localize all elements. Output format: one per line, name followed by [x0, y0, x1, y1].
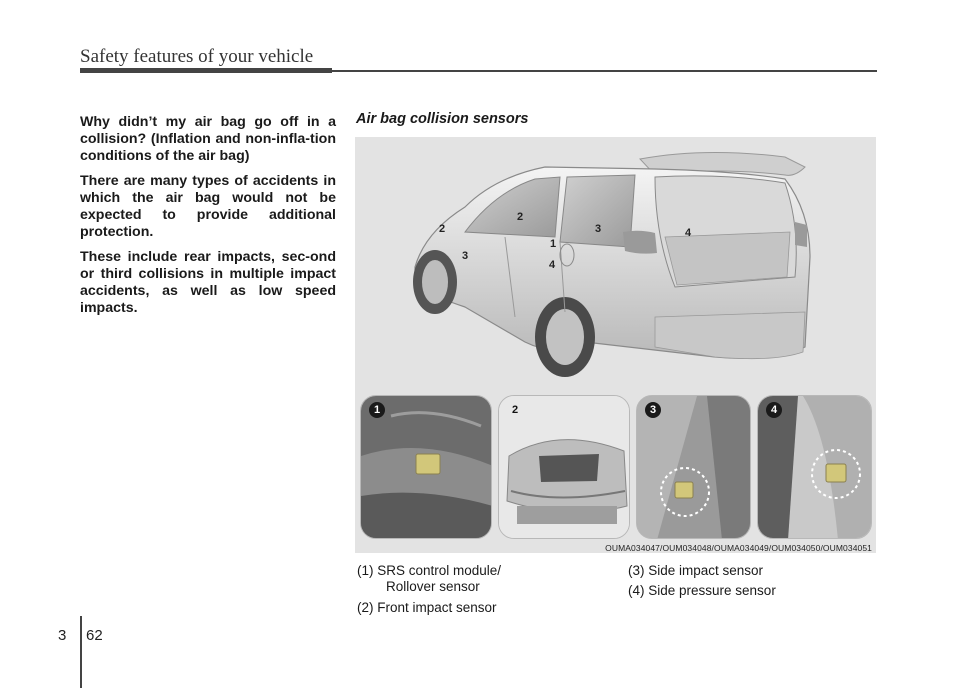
- figure-marker-3a: 3: [595, 223, 602, 235]
- section-title: Air bag collision sensors: [356, 111, 529, 127]
- legend-item-1: [357, 563, 501, 595]
- figure-marker-4a: 4: [549, 259, 556, 271]
- inset-side-pressure-sensor: [757, 395, 872, 539]
- inset-srs-control-module: [360, 395, 492, 539]
- legend-item-3: (3) Side impact sensor: [628, 563, 764, 578]
- figure-marker-2b: 2: [517, 211, 524, 223]
- inset-front-impact-sensor: [498, 395, 630, 539]
- page-number: 62: [86, 627, 103, 644]
- inset-side-impact-sensor: [636, 395, 751, 539]
- paragraph-accident-types: There are many types of accidents in which the air bag would not be expected to provide additional protection.: [80, 173, 336, 240]
- inset-4-number: 4: [766, 402, 782, 418]
- figure-marker-1: 1: [550, 238, 557, 250]
- legend-item-2: (2) Front impact sensor: [357, 600, 497, 615]
- left-column-text: [80, 114, 336, 325]
- header-rule-thin: [332, 70, 877, 72]
- paragraph-impact-examples: These include rear impacts, sec-ond or third collisions in multiple impact accidents, as well as low speed impacts.: [80, 249, 336, 316]
- figure-marker-4b: 4: [685, 227, 692, 239]
- legend-item-1-line2: Rollover sensor: [386, 579, 480, 594]
- inset-3-number: 3: [645, 402, 661, 418]
- inset-2-number: 2: [511, 404, 519, 416]
- figure-code: OUMA034047/OUM034048/OUMA034049/OUM034050/OUM034051: [605, 543, 872, 553]
- sensor-figure: [355, 137, 876, 553]
- page-divider: [80, 616, 82, 688]
- page-header-title: Safety features of your vehicle: [80, 46, 314, 67]
- paragraph-question: Why didn’t my air bag go off in a collision? (Inflation and non-infla-tion conditions of the air bag): [80, 114, 336, 164]
- figure-marker-2a: 2: [439, 223, 446, 235]
- suv-illustration: [355, 137, 876, 393]
- legend-item-1-line1: (1) SRS control module/: [357, 563, 502, 578]
- legend-item-4: (4) Side pressure sensor: [628, 583, 776, 598]
- figure-marker-3b: 3: [462, 250, 469, 262]
- chapter-number: 3: [58, 627, 67, 644]
- inset-1-number: 1: [369, 402, 385, 418]
- header-rule-thick: [80, 68, 332, 73]
